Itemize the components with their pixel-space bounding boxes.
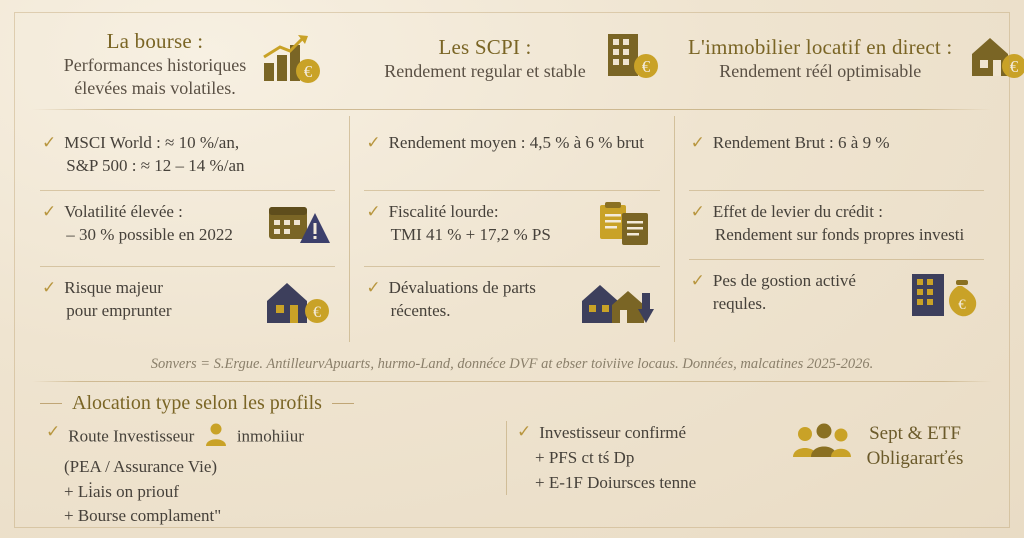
- list-item-line1: Dévaluations de parts: [388, 278, 536, 298]
- footer-right-line2: Obligararťés: [866, 447, 964, 469]
- footer-section: [22, 382, 1002, 529]
- list-item-line2: Rendement sur fonds propres investi: [714, 225, 965, 245]
- list-item-line2: TMI 41 % + 17,2 % PS: [390, 225, 551, 245]
- header-text-scpi: [384, 34, 585, 83]
- footer-column-confirme: [506, 421, 766, 495]
- check-icon: ✓: [42, 202, 57, 222]
- check-icon: ✓: [366, 133, 381, 153]
- footer-left-line2: + Li̇ais on priouf: [64, 481, 179, 501]
- footer-left-paren: (PEA / Assurance Vie): [64, 456, 218, 476]
- check-icon: ✓: [517, 422, 532, 442]
- header-title-immobilier: L'immobilier locatif en direct :: [688, 35, 953, 60]
- list-item: [689, 122, 984, 190]
- check-icon: ✓: [690, 271, 705, 291]
- header-subtitle-bourse-line2: élevées mais volatiles.: [74, 77, 236, 98]
- header-column-bourse: [28, 28, 358, 99]
- building-moneybag-icon: [908, 270, 982, 325]
- check-icon: ✓: [42, 133, 57, 153]
- check-icon: ✓: [690, 202, 705, 222]
- list-item-line1: Risque majeur: [64, 278, 163, 298]
- header-text-immobilier: [688, 34, 952, 83]
- check-icon: ✓: [42, 278, 57, 298]
- list-item-line1: Fiscalité lourde:: [388, 202, 499, 222]
- list-item-line1: Volatilité élevée :: [64, 202, 183, 222]
- list-item-text: [389, 201, 584, 247]
- calendar-warning-icon: [267, 201, 333, 254]
- list-item-text: [64, 132, 333, 178]
- footer-right-line1: Sept & ETF: [869, 423, 961, 445]
- list-item-text: [389, 132, 658, 155]
- footer-heading-row: [46, 421, 496, 455]
- title-dash-left: [40, 403, 62, 404]
- list-item-line2: – 30 % possible en 2022: [66, 225, 233, 245]
- comparison-columns: [22, 110, 1002, 342]
- office-building-euro-icon: [600, 28, 662, 89]
- footer-right-text: [867, 422, 964, 471]
- list-item-line1: Effet de levier du crédit :: [712, 202, 883, 222]
- header-subtitle-immobilier-line1: Rendement réél optimisable: [719, 61, 922, 82]
- header-title-scpi: Les SCPI :: [438, 35, 532, 60]
- list-item-text: [389, 277, 568, 323]
- list-item: [40, 190, 335, 266]
- check-icon: ✓: [690, 133, 705, 153]
- list-item: [40, 122, 335, 190]
- check-icon: ✓: [366, 278, 381, 298]
- list-item-line1: MSCI World : ≈ 10 %/an,: [64, 133, 240, 153]
- house-euro-icon: [966, 28, 1024, 89]
- svg-text:€: €: [313, 304, 322, 322]
- column-bourse: [26, 116, 349, 342]
- list-item: [364, 122, 659, 190]
- house-euro-small-icon: [261, 277, 333, 332]
- footer-column-etf: [766, 421, 988, 472]
- footer-middle-line2: + PFS ct tś Dp: [535, 447, 635, 467]
- list-item: [689, 259, 984, 337]
- footer-middle-line3: + E-1F Doiursces tenne: [535, 472, 697, 492]
- list-item-line1: Rendement moyen : 4,5 % à 6 % brut: [388, 133, 644, 153]
- svg-text:€: €: [641, 57, 650, 76]
- title-dash-right: [332, 403, 354, 404]
- list-item-line2: S&P 500 : ≈ 12 – 14 %/an: [66, 156, 245, 176]
- footer-left-line3: + Bourse complament": [64, 506, 222, 526]
- header-text-bourse: [64, 28, 246, 99]
- list-item-line1: Pes de gostion activé requles.: [712, 271, 856, 314]
- list-item-text: [713, 132, 982, 155]
- footer-heading-row: [517, 421, 756, 446]
- header-title-bourse: La bourse :: [106, 29, 204, 53]
- list-item: [40, 266, 335, 344]
- people-group-icon: [791, 421, 853, 472]
- check-icon: ✓: [46, 422, 61, 442]
- list-item-text: [64, 201, 255, 247]
- person-icon: [203, 432, 233, 451]
- list-item-line2: récentes.: [390, 301, 451, 321]
- list-item-text: [713, 270, 896, 316]
- header-subtitle-bourse-line1: Performances historiques: [63, 55, 247, 76]
- footer-column-debutant: [36, 421, 506, 529]
- list-item: [364, 190, 659, 266]
- footer-title-row: [36, 390, 988, 421]
- footer-heading-b: inmohiiur: [236, 426, 304, 446]
- documents-icon: [596, 201, 658, 254]
- list-item-text: [713, 201, 982, 247]
- list-item-line2: pour emprunter: [66, 301, 172, 321]
- houses-down-arrow-icon: [580, 277, 658, 334]
- footer-title: Alocation type selon les profils: [72, 392, 322, 415]
- footer-heading-a: Route Investisseur: [68, 426, 195, 446]
- header-column-immobilier: [688, 28, 1024, 89]
- header-subtitle-scpi-line1: Rendement regular et stable: [384, 61, 586, 82]
- header-column-scpi: [358, 28, 688, 89]
- svg-text:€: €: [958, 297, 966, 314]
- check-icon: ✓: [366, 202, 381, 222]
- list-item-text: [64, 277, 249, 323]
- column-immobilier: [674, 116, 998, 342]
- source-note: Sonvers = S.Ergue. AntilleurvApuarts, hurmo-Land, donnéce DVF at ebser toiviive locaus. Données, malcatines 2025-2026.: [150, 356, 874, 373]
- svg-text:€: €: [1010, 57, 1019, 76]
- list-item-line1: Rendement Brut : 6 à 9 %: [712, 133, 890, 153]
- footer-columns: [36, 421, 988, 529]
- header-row: [22, 18, 1019, 105]
- footer-middle-heading: Investisseur confirmé: [539, 423, 687, 443]
- list-item: [689, 190, 984, 259]
- column-scpi: [349, 116, 673, 342]
- footer-heading-text: [68, 421, 304, 455]
- svg-text:€: €: [303, 62, 313, 82]
- list-item: [364, 266, 659, 346]
- bar-chart-euro-icon: [260, 33, 322, 94]
